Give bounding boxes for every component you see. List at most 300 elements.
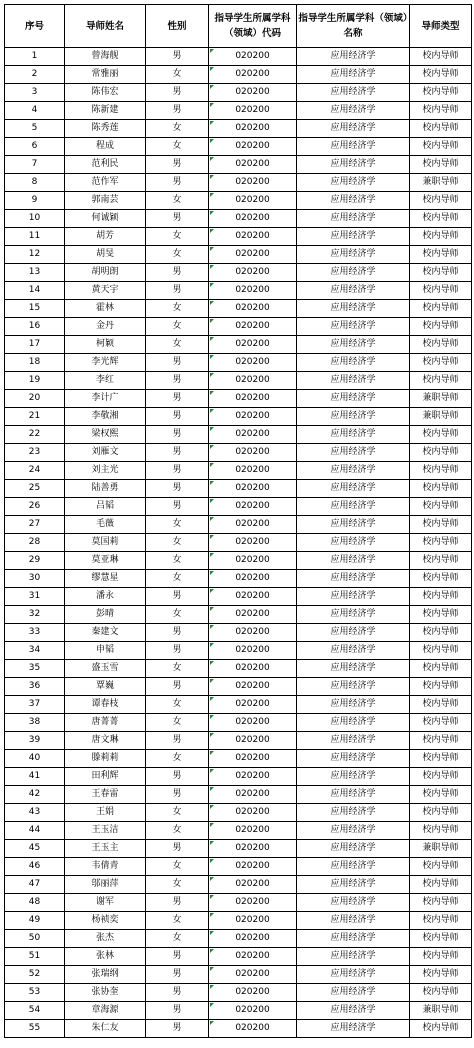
discipline-cell[interactable]: 应用经济学: [297, 552, 410, 570]
index-cell[interactable]: 28: [5, 534, 65, 552]
index-cell[interactable]: 5: [5, 120, 65, 138]
discipline-cell[interactable]: 应用经济学: [297, 408, 410, 426]
discipline-cell[interactable]: 应用经济学: [297, 642, 410, 660]
name-cell[interactable]: 陆善勇: [65, 480, 146, 498]
index-cell[interactable]: 41: [5, 768, 65, 786]
code-cell[interactable]: 020200: [209, 552, 297, 570]
name-cell[interactable]: 金丹: [65, 318, 146, 336]
name-cell[interactable]: 刘雁文: [65, 444, 146, 462]
type-cell[interactable]: 校内导师: [410, 660, 472, 678]
gender-cell[interactable]: 男: [146, 642, 209, 660]
name-cell[interactable]: 陈伟宏: [65, 84, 146, 102]
gender-cell[interactable]: 女: [146, 300, 209, 318]
type-cell[interactable]: 校内导师: [410, 894, 472, 912]
type-cell[interactable]: 校内导师: [410, 336, 472, 354]
code-cell[interactable]: 020200: [209, 714, 297, 732]
discipline-cell[interactable]: 应用经济学: [297, 462, 410, 480]
discipline-cell[interactable]: 应用经济学: [297, 426, 410, 444]
gender-cell[interactable]: 男: [146, 282, 209, 300]
discipline-cell[interactable]: 应用经济学: [297, 120, 410, 138]
code-cell[interactable]: 020200: [209, 570, 297, 588]
type-cell[interactable]: 校内导师: [410, 552, 472, 570]
type-cell[interactable]: 校内导师: [410, 192, 472, 210]
name-cell[interactable]: 王娟: [65, 804, 146, 822]
index-cell[interactable]: 14: [5, 282, 65, 300]
name-cell[interactable]: 申韬: [65, 642, 146, 660]
type-cell[interactable]: 校内导师: [410, 876, 472, 894]
gender-cell[interactable]: 女: [146, 858, 209, 876]
discipline-cell[interactable]: 应用经济学: [297, 84, 410, 102]
gender-cell[interactable]: 男: [146, 624, 209, 642]
code-cell[interactable]: 020200: [209, 534, 297, 552]
type-cell[interactable]: 校内导师: [410, 516, 472, 534]
index-cell[interactable]: 3: [5, 84, 65, 102]
gender-cell[interactable]: 男: [146, 174, 209, 192]
index-cell[interactable]: 4: [5, 102, 65, 120]
code-cell[interactable]: 020200: [209, 894, 297, 912]
index-cell[interactable]: 2: [5, 66, 65, 84]
type-cell[interactable]: 校内导师: [410, 606, 472, 624]
discipline-cell[interactable]: 应用经济学: [297, 930, 410, 948]
code-cell[interactable]: 020200: [209, 48, 297, 66]
name-cell[interactable]: 李敬湘: [65, 408, 146, 426]
type-cell[interactable]: 校内导师: [410, 228, 472, 246]
discipline-cell[interactable]: 应用经济学: [297, 624, 410, 642]
code-cell[interactable]: 020200: [209, 210, 297, 228]
gender-cell[interactable]: 男: [146, 1002, 209, 1020]
index-cell[interactable]: 6: [5, 138, 65, 156]
index-cell[interactable]: 54: [5, 1002, 65, 1020]
discipline-cell[interactable]: 应用经济学: [297, 516, 410, 534]
name-cell[interactable]: 张协奎: [65, 984, 146, 1002]
gender-cell[interactable]: 女: [146, 228, 209, 246]
name-cell[interactable]: 常雅丽: [65, 66, 146, 84]
index-cell[interactable]: 36: [5, 678, 65, 696]
name-cell[interactable]: 胡旻: [65, 246, 146, 264]
code-cell[interactable]: 020200: [209, 192, 297, 210]
type-cell[interactable]: 校内导师: [410, 624, 472, 642]
type-cell[interactable]: 校内导师: [410, 588, 472, 606]
type-cell[interactable]: 校内导师: [410, 570, 472, 588]
discipline-cell[interactable]: 应用经济学: [297, 444, 410, 462]
type-cell[interactable]: 校内导师: [410, 444, 472, 462]
type-cell[interactable]: 兼职导师: [410, 174, 472, 192]
name-cell[interactable]: 曾海舰: [65, 48, 146, 66]
name-cell[interactable]: 韦倩青: [65, 858, 146, 876]
gender-cell[interactable]: 女: [146, 696, 209, 714]
code-cell[interactable]: 020200: [209, 102, 297, 120]
discipline-cell[interactable]: 应用经济学: [297, 354, 410, 372]
code-cell[interactable]: 020200: [209, 930, 297, 948]
gender-cell[interactable]: 男: [146, 48, 209, 66]
name-cell[interactable]: 黄天宇: [65, 282, 146, 300]
type-cell[interactable]: 校内导师: [410, 930, 472, 948]
type-cell[interactable]: 校内导师: [410, 822, 472, 840]
index-cell[interactable]: 48: [5, 894, 65, 912]
name-cell[interactable]: 缪慧星: [65, 570, 146, 588]
type-cell[interactable]: 兼职导师: [410, 390, 472, 408]
gender-cell[interactable]: 男: [146, 372, 209, 390]
type-cell[interactable]: 校内导师: [410, 858, 472, 876]
code-cell[interactable]: 020200: [209, 984, 297, 1002]
gender-cell[interactable]: 女: [146, 138, 209, 156]
code-cell[interactable]: 020200: [209, 750, 297, 768]
index-cell[interactable]: 8: [5, 174, 65, 192]
code-cell[interactable]: 020200: [209, 606, 297, 624]
name-cell[interactable]: 田利辉: [65, 768, 146, 786]
index-cell[interactable]: 33: [5, 624, 65, 642]
discipline-cell[interactable]: 应用经济学: [297, 714, 410, 732]
gender-cell[interactable]: 女: [146, 246, 209, 264]
discipline-cell[interactable]: 应用经济学: [297, 696, 410, 714]
discipline-cell[interactable]: 应用经济学: [297, 318, 410, 336]
code-cell[interactable]: 020200: [209, 156, 297, 174]
gender-cell[interactable]: 女: [146, 750, 209, 768]
index-cell[interactable]: 43: [5, 804, 65, 822]
index-cell[interactable]: 31: [5, 588, 65, 606]
discipline-cell[interactable]: 应用经济学: [297, 876, 410, 894]
gender-cell[interactable]: 男: [146, 678, 209, 696]
type-cell[interactable]: 校内导师: [410, 354, 472, 372]
name-cell[interactable]: 朱仁友: [65, 1020, 146, 1038]
index-cell[interactable]: 34: [5, 642, 65, 660]
index-cell[interactable]: 52: [5, 966, 65, 984]
code-cell[interactable]: 020200: [209, 408, 297, 426]
index-cell[interactable]: 16: [5, 318, 65, 336]
name-cell[interactable]: 毛薇: [65, 516, 146, 534]
discipline-cell[interactable]: 应用经济学: [297, 750, 410, 768]
name-cell[interactable]: 彭晴: [65, 606, 146, 624]
type-cell[interactable]: 校内导师: [410, 984, 472, 1002]
name-cell[interactable]: 邬丽萍: [65, 876, 146, 894]
index-cell[interactable]: 19: [5, 372, 65, 390]
name-cell[interactable]: 李光辉: [65, 354, 146, 372]
name-cell[interactable]: 张林: [65, 948, 146, 966]
gender-cell[interactable]: 女: [146, 714, 209, 732]
code-cell[interactable]: 020200: [209, 354, 297, 372]
code-cell[interactable]: 020200: [209, 462, 297, 480]
discipline-cell[interactable]: 应用经济学: [297, 1020, 410, 1038]
type-cell[interactable]: 校内导师: [410, 372, 472, 390]
name-cell[interactable]: 莫国莉: [65, 534, 146, 552]
discipline-cell[interactable]: 应用经济学: [297, 912, 410, 930]
discipline-cell[interactable]: 应用经济学: [297, 138, 410, 156]
gender-cell[interactable]: 男: [146, 462, 209, 480]
name-cell[interactable]: 滕莉莉: [65, 750, 146, 768]
type-cell[interactable]: 校内导师: [410, 48, 472, 66]
code-cell[interactable]: 020200: [209, 336, 297, 354]
type-cell[interactable]: 校内导师: [410, 66, 472, 84]
gender-cell[interactable]: 女: [146, 318, 209, 336]
index-cell[interactable]: 1: [5, 48, 65, 66]
code-cell[interactable]: 020200: [209, 138, 297, 156]
code-cell[interactable]: 020200: [209, 732, 297, 750]
code-cell[interactable]: 020200: [209, 696, 297, 714]
discipline-cell[interactable]: 应用经济学: [297, 984, 410, 1002]
gender-cell[interactable]: 女: [146, 534, 209, 552]
name-cell[interactable]: 霍林: [65, 300, 146, 318]
name-cell[interactable]: 唐菁菁: [65, 714, 146, 732]
code-cell[interactable]: 020200: [209, 678, 297, 696]
type-cell[interactable]: 校内导师: [410, 480, 472, 498]
index-cell[interactable]: 38: [5, 714, 65, 732]
index-cell[interactable]: 47: [5, 876, 65, 894]
code-cell[interactable]: 020200: [209, 822, 297, 840]
code-cell[interactable]: 020200: [209, 624, 297, 642]
name-cell[interactable]: 梁权熙: [65, 426, 146, 444]
type-cell[interactable]: 校内导师: [410, 210, 472, 228]
type-cell[interactable]: 校内导师: [410, 714, 472, 732]
index-cell[interactable]: 40: [5, 750, 65, 768]
name-cell[interactable]: 莫亚琳: [65, 552, 146, 570]
discipline-cell[interactable]: 应用经济学: [297, 48, 410, 66]
index-cell[interactable]: 9: [5, 192, 65, 210]
code-cell[interactable]: 020200: [209, 588, 297, 606]
name-cell[interactable]: 范作军: [65, 174, 146, 192]
name-cell[interactable]: 张杰: [65, 930, 146, 948]
type-cell[interactable]: 校内导师: [410, 102, 472, 120]
gender-cell[interactable]: 女: [146, 804, 209, 822]
type-cell[interactable]: 校内导师: [410, 534, 472, 552]
index-cell[interactable]: 49: [5, 912, 65, 930]
index-cell[interactable]: 13: [5, 264, 65, 282]
index-cell[interactable]: 37: [5, 696, 65, 714]
gender-cell[interactable]: 男: [146, 210, 209, 228]
index-cell[interactable]: 46: [5, 858, 65, 876]
type-cell[interactable]: 校内导师: [410, 642, 472, 660]
name-cell[interactable]: 何诚颖: [65, 210, 146, 228]
type-cell[interactable]: 校内导师: [410, 696, 472, 714]
code-cell[interactable]: 020200: [209, 66, 297, 84]
type-cell[interactable]: 校内导师: [410, 156, 472, 174]
type-cell[interactable]: 校内导师: [410, 246, 472, 264]
gender-cell[interactable]: 女: [146, 930, 209, 948]
gender-cell[interactable]: 男: [146, 768, 209, 786]
index-cell[interactable]: 17: [5, 336, 65, 354]
code-cell[interactable]: 020200: [209, 516, 297, 534]
index-cell[interactable]: 50: [5, 930, 65, 948]
type-cell[interactable]: 校内导师: [410, 138, 472, 156]
discipline-cell[interactable]: 应用经济学: [297, 228, 410, 246]
discipline-cell[interactable]: 应用经济学: [297, 372, 410, 390]
code-cell[interactable]: 020200: [209, 300, 297, 318]
type-cell[interactable]: 校内导师: [410, 678, 472, 696]
type-cell[interactable]: 校内导师: [410, 120, 472, 138]
code-cell[interactable]: 020200: [209, 174, 297, 192]
code-cell[interactable]: 020200: [209, 282, 297, 300]
gender-cell[interactable]: 男: [146, 966, 209, 984]
name-cell[interactable]: 胡明朗: [65, 264, 146, 282]
index-cell[interactable]: 44: [5, 822, 65, 840]
type-cell[interactable]: 兼职导师: [410, 840, 472, 858]
discipline-cell[interactable]: 应用经济学: [297, 246, 410, 264]
discipline-cell[interactable]: 应用经济学: [297, 822, 410, 840]
code-cell[interactable]: 020200: [209, 1020, 297, 1038]
name-cell[interactable]: 秦建文: [65, 624, 146, 642]
gender-cell[interactable]: 男: [146, 1020, 209, 1038]
gender-cell[interactable]: 男: [146, 426, 209, 444]
code-cell[interactable]: 020200: [209, 768, 297, 786]
discipline-cell[interactable]: 应用经济学: [297, 858, 410, 876]
gender-cell[interactable]: 男: [146, 480, 209, 498]
index-cell[interactable]: 24: [5, 462, 65, 480]
type-cell[interactable]: 兼职导师: [410, 408, 472, 426]
discipline-cell[interactable]: 应用经济学: [297, 660, 410, 678]
discipline-cell[interactable]: 应用经济学: [297, 570, 410, 588]
gender-cell[interactable]: 女: [146, 876, 209, 894]
type-cell[interactable]: 校内导师: [410, 912, 472, 930]
index-cell[interactable]: 55: [5, 1020, 65, 1038]
gender-cell[interactable]: 女: [146, 552, 209, 570]
type-cell[interactable]: 校内导师: [410, 426, 472, 444]
discipline-cell[interactable]: 应用经济学: [297, 390, 410, 408]
index-cell[interactable]: 51: [5, 948, 65, 966]
name-cell[interactable]: 王春雷: [65, 786, 146, 804]
gender-cell[interactable]: 男: [146, 498, 209, 516]
discipline-cell[interactable]: 应用经济学: [297, 480, 410, 498]
type-cell[interactable]: 校内导师: [410, 318, 472, 336]
gender-cell[interactable]: 男: [146, 588, 209, 606]
type-cell[interactable]: 校内导师: [410, 84, 472, 102]
name-cell[interactable]: 刘主光: [65, 462, 146, 480]
name-cell[interactable]: 唐文琳: [65, 732, 146, 750]
discipline-cell[interactable]: 应用经济学: [297, 192, 410, 210]
index-cell[interactable]: 30: [5, 570, 65, 588]
discipline-cell[interactable]: 应用经济学: [297, 948, 410, 966]
name-cell[interactable]: 吕韬: [65, 498, 146, 516]
gender-cell[interactable]: 男: [146, 390, 209, 408]
name-cell[interactable]: 李计广: [65, 390, 146, 408]
name-cell[interactable]: 覃巍: [65, 678, 146, 696]
name-cell[interactable]: 范利民: [65, 156, 146, 174]
discipline-cell[interactable]: 应用经济学: [297, 840, 410, 858]
gender-cell[interactable]: 女: [146, 606, 209, 624]
name-cell[interactable]: 王玉洁: [65, 822, 146, 840]
code-cell[interactable]: 020200: [209, 840, 297, 858]
type-cell[interactable]: 校内导师: [410, 264, 472, 282]
index-cell[interactable]: 53: [5, 984, 65, 1002]
discipline-cell[interactable]: 应用经济学: [297, 102, 410, 120]
index-cell[interactable]: 29: [5, 552, 65, 570]
index-cell[interactable]: 7: [5, 156, 65, 174]
gender-cell[interactable]: 女: [146, 822, 209, 840]
discipline-cell[interactable]: 应用经济学: [297, 300, 410, 318]
code-cell[interactable]: 020200: [209, 84, 297, 102]
code-cell[interactable]: 020200: [209, 498, 297, 516]
code-cell[interactable]: 020200: [209, 264, 297, 282]
gender-cell[interactable]: 男: [146, 408, 209, 426]
gender-cell[interactable]: 女: [146, 570, 209, 588]
code-cell[interactable]: 020200: [209, 228, 297, 246]
discipline-cell[interactable]: 应用经济学: [297, 282, 410, 300]
discipline-cell[interactable]: 应用经济学: [297, 966, 410, 984]
name-cell[interactable]: 谭春枝: [65, 696, 146, 714]
name-cell[interactable]: 盛玉雪: [65, 660, 146, 678]
index-cell[interactable]: 39: [5, 732, 65, 750]
code-cell[interactable]: 020200: [209, 426, 297, 444]
discipline-cell[interactable]: 应用经济学: [297, 1002, 410, 1020]
gender-cell[interactable]: 男: [146, 156, 209, 174]
gender-cell[interactable]: 男: [146, 840, 209, 858]
name-cell[interactable]: 杨祯奕: [65, 912, 146, 930]
code-cell[interactable]: 020200: [209, 804, 297, 822]
index-cell[interactable]: 11: [5, 228, 65, 246]
code-cell[interactable]: 020200: [209, 480, 297, 498]
gender-cell[interactable]: 女: [146, 120, 209, 138]
gender-cell[interactable]: 男: [146, 444, 209, 462]
index-cell[interactable]: 21: [5, 408, 65, 426]
gender-cell[interactable]: 女: [146, 660, 209, 678]
index-cell[interactable]: 32: [5, 606, 65, 624]
index-cell[interactable]: 22: [5, 426, 65, 444]
index-cell[interactable]: 23: [5, 444, 65, 462]
discipline-cell[interactable]: 应用经济学: [297, 498, 410, 516]
name-cell[interactable]: 潘永: [65, 588, 146, 606]
type-cell[interactable]: 校内导师: [410, 804, 472, 822]
name-cell[interactable]: 胡芳: [65, 228, 146, 246]
type-cell[interactable]: 校内导师: [410, 282, 472, 300]
discipline-cell[interactable]: 应用经济学: [297, 606, 410, 624]
type-cell[interactable]: 校内导师: [410, 966, 472, 984]
discipline-cell[interactable]: 应用经济学: [297, 66, 410, 84]
gender-cell[interactable]: 男: [146, 732, 209, 750]
gender-cell[interactable]: 女: [146, 336, 209, 354]
gender-cell[interactable]: 女: [146, 66, 209, 84]
code-cell[interactable]: 020200: [209, 246, 297, 264]
name-cell[interactable]: 陈秀莲: [65, 120, 146, 138]
discipline-cell[interactable]: 应用经济学: [297, 678, 410, 696]
discipline-cell[interactable]: 应用经济学: [297, 768, 410, 786]
name-cell[interactable]: 柯颖: [65, 336, 146, 354]
name-cell[interactable]: 程成: [65, 138, 146, 156]
type-cell[interactable]: 兼职导师: [410, 1002, 472, 1020]
type-cell[interactable]: 校内导师: [410, 300, 472, 318]
code-cell[interactable]: 020200: [209, 912, 297, 930]
index-cell[interactable]: 45: [5, 840, 65, 858]
code-cell[interactable]: 020200: [209, 1002, 297, 1020]
code-cell[interactable]: 020200: [209, 948, 297, 966]
gender-cell[interactable]: 男: [146, 264, 209, 282]
gender-cell[interactable]: 女: [146, 912, 209, 930]
code-cell[interactable]: 020200: [209, 372, 297, 390]
name-cell[interactable]: 谢军: [65, 894, 146, 912]
gender-cell[interactable]: 男: [146, 102, 209, 120]
index-cell[interactable]: 20: [5, 390, 65, 408]
name-cell[interactable]: 陈新建: [65, 102, 146, 120]
code-cell[interactable]: 020200: [209, 858, 297, 876]
gender-cell[interactable]: 男: [146, 354, 209, 372]
gender-cell[interactable]: 男: [146, 84, 209, 102]
type-cell[interactable]: 校内导师: [410, 1020, 472, 1038]
discipline-cell[interactable]: 应用经济学: [297, 804, 410, 822]
index-cell[interactable]: 27: [5, 516, 65, 534]
gender-cell[interactable]: 男: [146, 786, 209, 804]
type-cell[interactable]: 校内导师: [410, 462, 472, 480]
index-cell[interactable]: 26: [5, 498, 65, 516]
gender-cell[interactable]: 女: [146, 192, 209, 210]
code-cell[interactable]: 020200: [209, 390, 297, 408]
type-cell[interactable]: 校内导师: [410, 750, 472, 768]
type-cell[interactable]: 校内导师: [410, 498, 472, 516]
name-cell[interactable]: 张瑞纲: [65, 966, 146, 984]
name-cell[interactable]: 章海源: [65, 1002, 146, 1020]
index-cell[interactable]: 10: [5, 210, 65, 228]
discipline-cell[interactable]: 应用经济学: [297, 732, 410, 750]
name-cell[interactable]: 郭南芸: [65, 192, 146, 210]
code-cell[interactable]: 020200: [209, 786, 297, 804]
code-cell[interactable]: 020200: [209, 318, 297, 336]
index-cell[interactable]: 35: [5, 660, 65, 678]
